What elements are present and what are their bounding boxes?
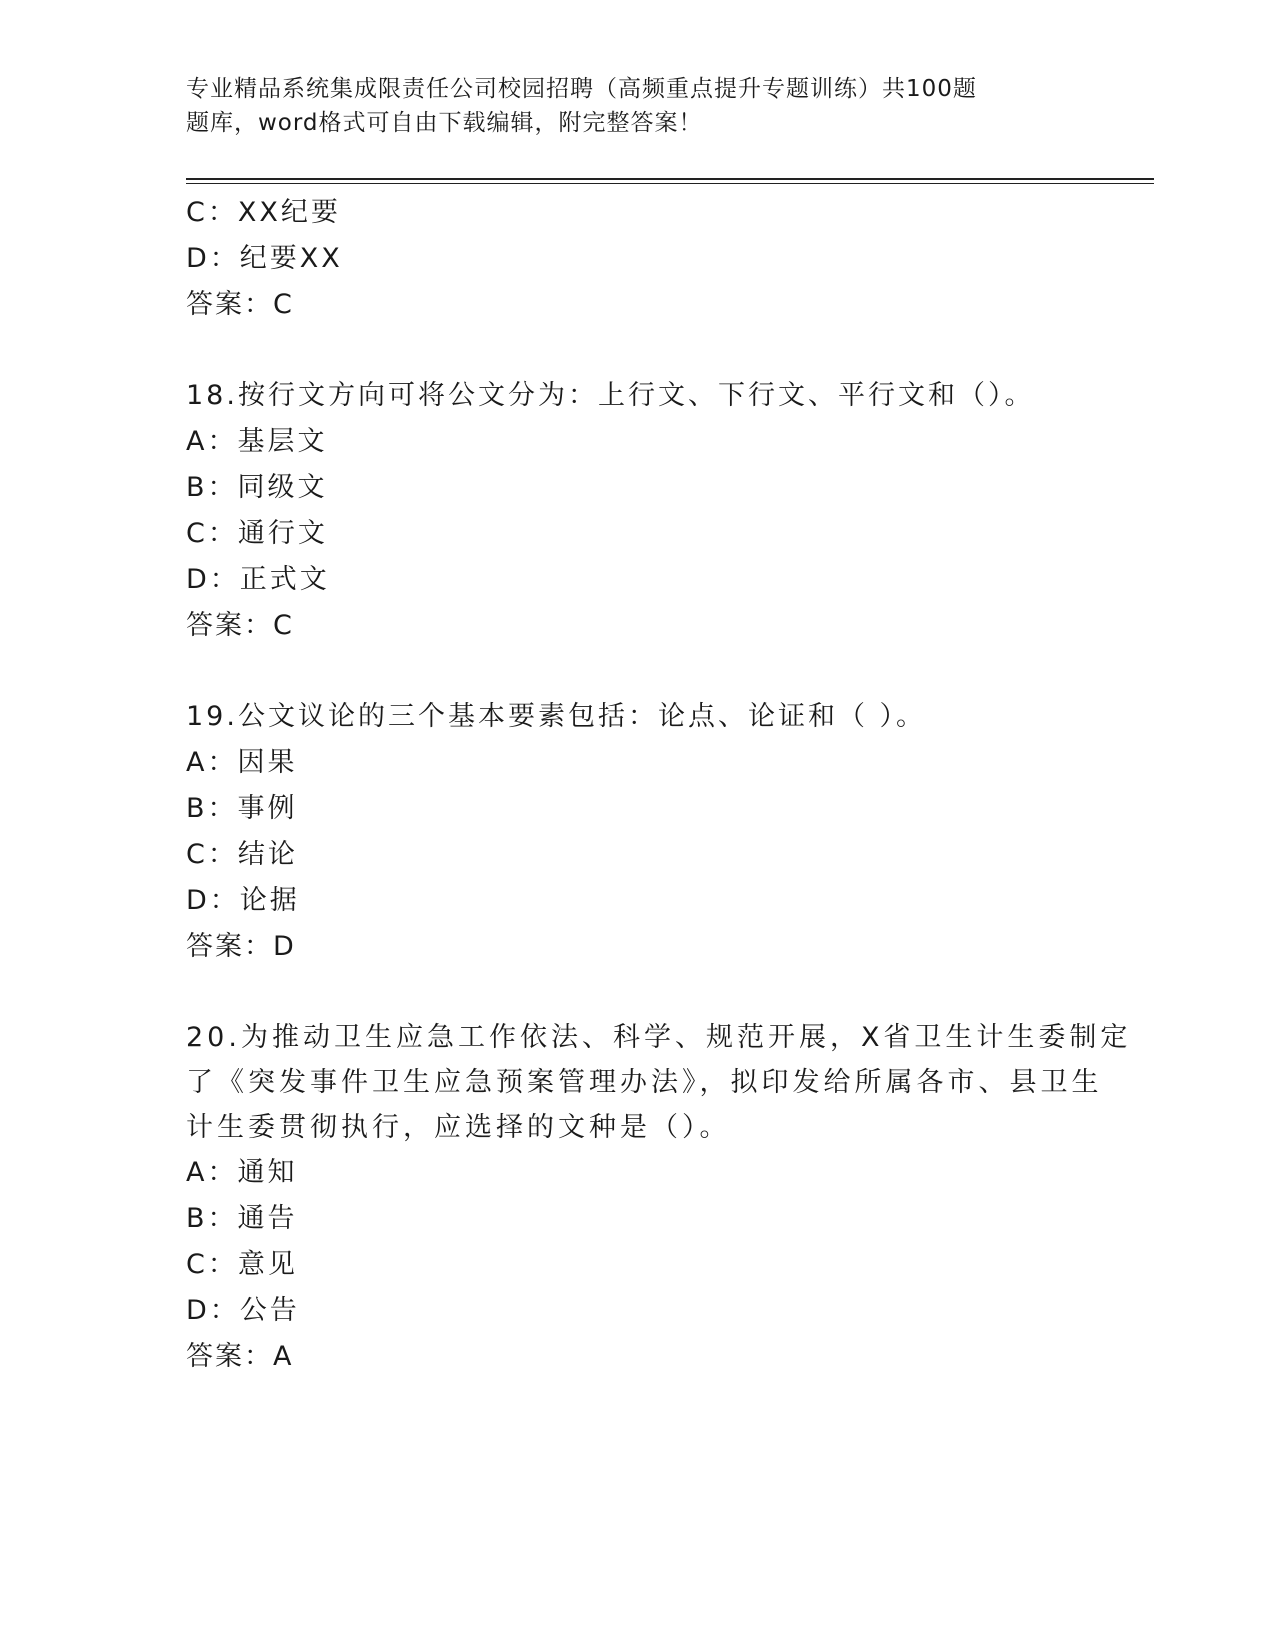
- option-d: D：纪要XX: [186, 243, 343, 274]
- question-spacer: [186, 328, 1086, 373]
- header-divider-thick: [186, 178, 1154, 180]
- question-stem: 18.按行文方向可将公文分为：上行文、下行文、平行文和（）。: [186, 380, 1035, 411]
- option-c: C：通行文: [186, 518, 328, 549]
- question-stem-line-2: 了《突发事件卫生应急预案管理办法》，拟印发给所属各市、县卫生: [186, 1067, 1103, 1098]
- question-stem-line-3: 计生委贯彻执行，应选择的文种是（）。: [186, 1112, 731, 1143]
- answer-line: 答案：D: [186, 931, 296, 962]
- option-b: B：同级文: [186, 472, 328, 503]
- option-c: C：结论: [186, 839, 298, 870]
- option-a: A：基层文: [186, 426, 328, 457]
- question-18: [186, 373, 1086, 649]
- question-stem-line-1: 20.为推动卫生应急工作依法、科学、规范开展，X省卫生计生委制定: [186, 1022, 1132, 1053]
- question-19: [186, 694, 1086, 970]
- header-title-line-2: 题库，word格式可自由下载编辑，附完整答案！: [186, 110, 703, 136]
- question-list: [186, 190, 1132, 1380]
- answer-line: 答案：C: [186, 610, 294, 641]
- option-a: A：因果: [186, 747, 298, 778]
- question-spacer: [186, 649, 1086, 694]
- header-divider-thin: [186, 183, 1154, 184]
- option-c: C：XX纪要: [186, 197, 341, 228]
- option-b: B：通告: [186, 1203, 298, 1234]
- option-d: D：论据: [186, 885, 300, 916]
- question-stem: 19.公文议论的三个基本要素包括：论点、论证和（ ）。: [186, 701, 927, 732]
- option-d: D：公告: [186, 1295, 300, 1326]
- question-spacer: [186, 970, 1086, 1015]
- question-17-tail: [186, 190, 1086, 328]
- option-c: C：意见: [186, 1249, 298, 1280]
- option-b: B：事例: [186, 793, 298, 824]
- answer-line: 答案：C: [186, 289, 294, 320]
- header-title-line-1: 专业精品系统集成限责任公司校园招聘（高频重点提升专题训练）共100题: [186, 76, 977, 102]
- answer-line: 答案：A: [186, 1341, 294, 1372]
- option-d: D：正式文: [186, 564, 330, 595]
- document-header: [186, 72, 1016, 140]
- option-a: A：通知: [186, 1157, 298, 1188]
- question-20: [186, 1015, 1132, 1380]
